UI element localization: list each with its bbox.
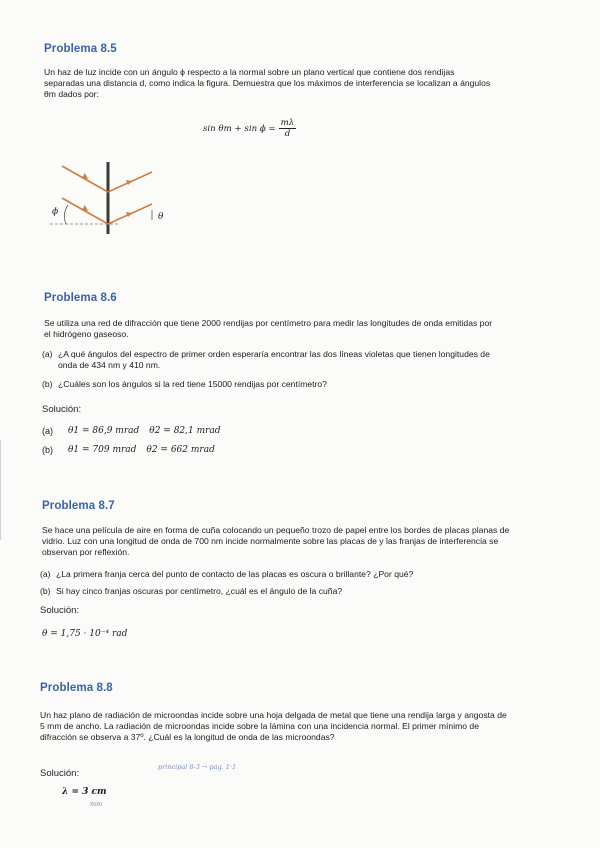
result-value: θ2 = 82,1 mrad: [149, 426, 221, 436]
problem-8-7-title: Problema 8.7: [42, 500, 115, 512]
problem-8-6-text: Se utiliza una red de difracción que tiene 2000 rendijas por centímetro para medir las longitudes de onda emitidas por el hidrógeno gaseoso.: [44, 318, 493, 340]
handwritten-note: principal 8-3 → pág. 1·1: [158, 763, 237, 771]
problem-8-7-item-a: [40, 569, 518, 580]
incident-ray-upper: [62, 166, 108, 192]
formula-fraction: [279, 118, 297, 139]
slit-interference-figure: [40, 158, 180, 238]
item-text: ¿A qué ángulos del espectro de primer orden esperaría encontrar las dos líneas violetas que tienen longitudes de onda de 434 nm y 410 nm.: [58, 349, 490, 370]
arrow-icon: [82, 173, 88, 179]
item-label: (b): [40, 586, 51, 596]
problem-8-6-result-b: [42, 445, 215, 455]
result-label: (b): [42, 445, 53, 455]
problem-8-6-item-a: [42, 349, 494, 371]
problem-8-5-title: Problema 8.5: [44, 43, 117, 55]
result-value: θ1 = 709 mrad: [68, 445, 137, 455]
problem-8-7-item-b: [40, 586, 518, 597]
incident-ray-lower: [62, 198, 108, 224]
problem-8-6-result-a: [42, 426, 221, 436]
formula-lhs: sin θm + sin ϕ =: [203, 123, 276, 134]
item-text: Si hay cinco franjas oscuras por centímetro, ¿cuál es el ángulo de la cuña?: [56, 586, 343, 596]
item-text: ¿La primera franja cerca del punto de contacto de las placas es oscura o brillante? ¿Por qué?: [56, 569, 414, 579]
problem-8-5-text: Un haz de luz incide con un ángulo ϕ respecto a la normal sobre un plano vertical que contiene dos rendijas separadas una distancia d, como indica la figura. Demuestra que los máximos de interferencia se localizan a ángulos θm dados por:: [44, 67, 491, 100]
theta-label: θ: [158, 212, 164, 222]
phi-label: ϕ: [52, 207, 59, 217]
result-value: θ1 = 86,9 mrad: [68, 426, 140, 436]
formula-denominator: d: [284, 129, 291, 139]
scan-margin-mark: [0, 440, 1, 540]
item-label: (a): [40, 569, 51, 579]
problem-8-8-solution-label: Solución:: [40, 768, 80, 779]
problem-8-6-title: Problema 8.6: [44, 292, 117, 304]
problem-8-5-formula: [203, 118, 296, 139]
phi-arc: [64, 205, 68, 224]
item-label: (a): [42, 349, 53, 359]
problem-8-8-text: Un haz plano de radiación de microondas incide sobre una hoja delgada de metal que tiene una rendija larga y angosta de 5 mm de ancho. La radiación de microondas incide sobre la lámina con una incidencia normal. El primer mínimo de difracción se observa a 37º. ¿Cuál es la longitud de onda de las microondas?: [40, 710, 507, 743]
item-text: ¿Cuáles son los ángulos si la red tiene 15000 rendijas por centímetro?: [58, 379, 327, 389]
formula-numerator: mλ: [280, 118, 295, 128]
problem-8-7-solution-label: Solución:: [40, 605, 80, 616]
problem-8-6-item-b: [42, 379, 494, 390]
arrow-icon: [82, 205, 88, 211]
problem-8-8-title: Problema 8.8: [40, 682, 113, 694]
problem-8-6-solution-label: Solución:: [42, 404, 82, 415]
problem-8-7-result: θ = 1,75 · 10⁻⁴ rad: [42, 629, 128, 639]
problem-8-7-text: Se hace una película de aire en forma de cuña colocando un pequeño trozo de papel entre los bordes de placas planas de vidrio. Luz con una longitud de onda de 700 nm incide normalmente sobre las placas de y las franjas de interferencia se observan por reflexión.: [42, 525, 510, 558]
handwritten-unit: mm: [90, 800, 103, 808]
problem-8-8-result: λ = 3 cm: [62, 787, 107, 797]
result-label: (a): [42, 426, 53, 436]
item-label: (b): [42, 379, 53, 389]
result-value: θ2 = 662 mrad: [146, 445, 215, 455]
